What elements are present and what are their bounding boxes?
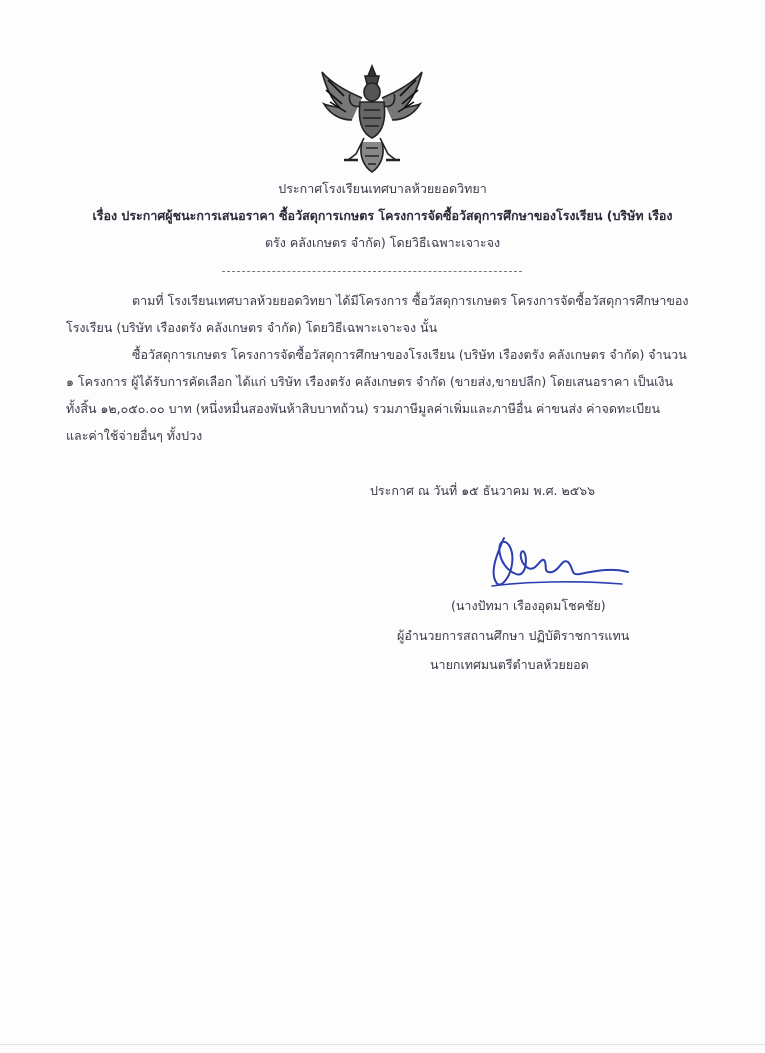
paragraph-1-line-2: โรงเรียน (บริษัท เรืองตรัง คลังเกษตร จำกัด) โดยวิธีเฉพาะเจาะจง นั้น xyxy=(66,320,438,335)
paragraph-2-line-4: และค่าใช้จ่ายอื่นๆ ทั้งปวง xyxy=(66,428,203,443)
paragraph-1-line-1: ตามที่ โรงเรียนเทศบาลห้วยยอดวิทยา ได้มีโครงการ ซื้อวัสดุการเกษตร โครงการจัดซื้อวัสดุการศึกษาของ xyxy=(132,293,689,308)
announcement-org-title: ประกาศโรงเรียนเทศบาลห้วยยอดวิทยา xyxy=(278,181,487,196)
paragraph-2-line-1: ซื้อวัสดุการเกษตร โครงการจัดซื้อวัสดุการศึกษาของโรงเรียน (บริษัท เรืองตรัง คลังเกษตร จำกัด) จำนวน xyxy=(132,347,687,362)
garuda-emblem-icon xyxy=(318,62,426,174)
signatory-name: (นางปัทมา เรืองอุดมโชคชัย) xyxy=(451,598,606,613)
signatory-position: ผู้อำนวยการสถานศึกษา ปฏิบัติราชการแทน xyxy=(397,628,630,643)
page-bottom-edge xyxy=(0,1044,765,1053)
signatory-acting-for: นายกเทศมนตรีตำบลห้วยยอด xyxy=(430,657,589,672)
announcement-date: ประกาศ ณ วันที่ ๑๕ ธันวาคม พ.ศ. ๒๕๖๖ xyxy=(370,483,596,498)
signature-icon xyxy=(482,528,632,598)
paragraph-2-line-3: ทั้งสิ้น ๑๒,๐๕๐.๐๐ บาท (หนึ่งหมื่นสองพันห้าสิบบาทถ้วน) รวมภาษีมูลค่าเพิ่มและภาษีอื่น ค่าขนส่ง ค่าจดทะเบียน xyxy=(66,401,661,416)
header-divider xyxy=(222,271,522,272)
paragraph-2-line-2: ๑ โครงการ ผู้ได้รับการคัดเลือก ได้แก่ บริษัท เรืองตรัง คลังเกษตร จำกัด (ขายส่ง,ขายปลีก) โดยเสนอราคา เป็นเงิน xyxy=(66,374,674,389)
subject-line-2: ตรัง คลังเกษตร จำกัด) โดยวิธีเฉพาะเจาะจง xyxy=(264,235,501,250)
subject-line-1: เรื่อง ประกาศผู้ชนะการเสนอราคา ซื้อวัสดุการเกษตร โครงการจัดซื้อวัสดุการศึกษาของโรงเรียน (บริษัท เรือง xyxy=(92,208,673,223)
